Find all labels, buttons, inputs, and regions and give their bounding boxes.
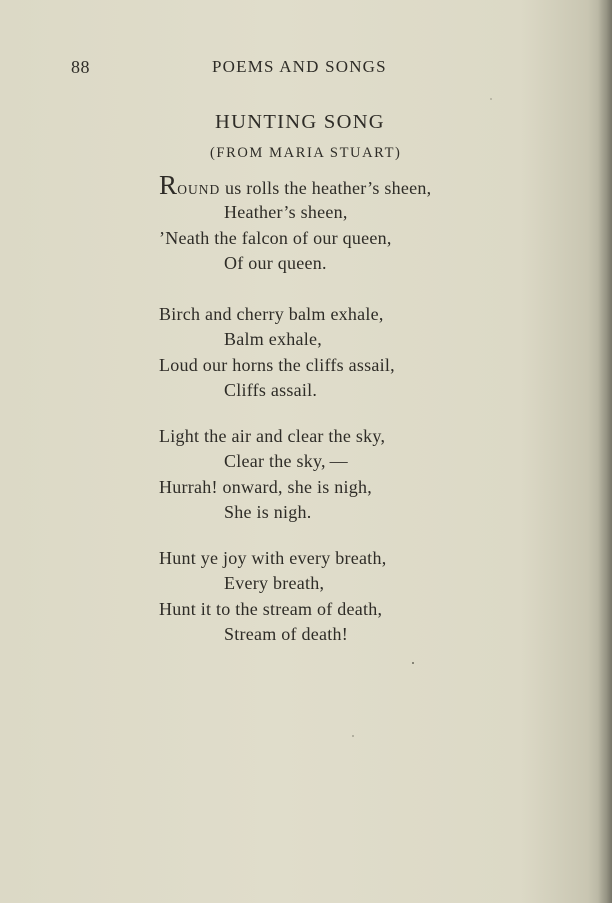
running-title: POEMS AND SONGS — [212, 57, 387, 76]
poem-line: Cliffs assail. — [224, 379, 318, 400]
poem-line: Birch and cherry balm exhale, — [159, 304, 384, 324]
poem-line: Hunt ye joy with every breath, — [159, 548, 387, 568]
paper-speck — [352, 735, 354, 737]
page-edge-shadow — [598, 0, 612, 903]
poem-title: HUNTING SONG — [215, 111, 385, 133]
stanza-2 — [159, 302, 395, 403]
first-line-rest: us rolls the heather’s sheen, — [220, 178, 432, 198]
poem-line: Hurrah! onward, she is nigh, — [159, 476, 372, 497]
poem-line: Heather’s sheen, — [224, 202, 348, 223]
poem-line: Of our queen. — [224, 252, 327, 273]
first-word-smallcaps: OUND — [177, 182, 221, 197]
poem-line: Balm exhale, — [224, 329, 322, 350]
poem-line: Loud our horns the cliffs assail, — [159, 354, 395, 375]
stanza-1 — [159, 170, 432, 276]
drop-cap-initial: R — [159, 170, 178, 200]
poem-line — [159, 170, 432, 200]
poem-line: Stream of death! — [224, 623, 348, 644]
stanza-3 — [159, 424, 385, 525]
paper-speck — [490, 98, 492, 100]
poem-line: Hunt it to the stream of death, — [159, 598, 383, 619]
poem-subtitle: (FROM MARIA STUART) — [210, 145, 402, 161]
poem-line: ’Neath the falcon of our queen, — [159, 227, 392, 248]
poem-line: Clear the sky, — — [224, 451, 348, 472]
paper-speck — [412, 662, 414, 664]
poem-line: Light the air and clear the sky, — [159, 426, 386, 446]
page-number: 88 — [71, 57, 90, 77]
poem-line: Every breath, — [224, 573, 325, 594]
poem-line: She is nigh. — [224, 501, 312, 522]
stanza-4 — [159, 546, 386, 647]
